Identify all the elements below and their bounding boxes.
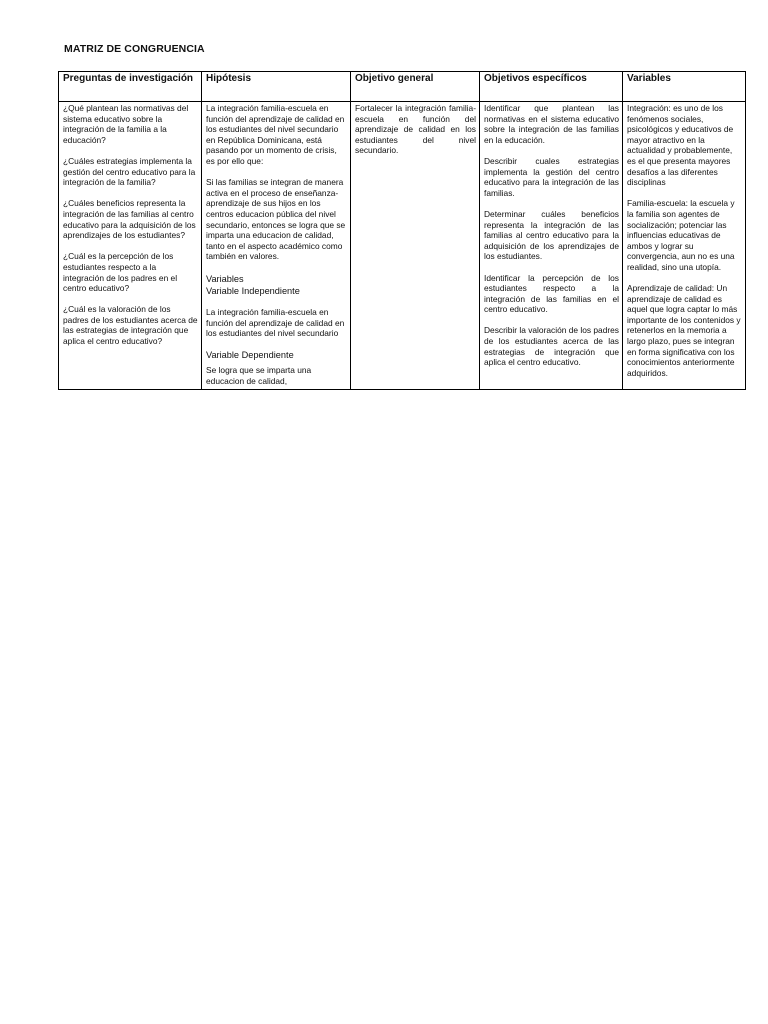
preguntas-cell xyxy=(59,102,202,390)
table-header-row xyxy=(59,72,746,102)
dependent-variable-text: Se logra que se imparta una educacion de calidad, xyxy=(206,365,312,387)
independent-variable-text: La integración familia-escuela en función del aprendizaje de calidad en los estudiantes del nivel secundario xyxy=(206,307,345,339)
header-objetivos-especificos: Objetivos específicos xyxy=(480,72,623,102)
table-row xyxy=(59,102,746,390)
pregunta-item: ¿Cuál es la percepción de los estudiantes respecto a la integración de los padres en el centro educativo? xyxy=(63,251,178,294)
header-variables: Variables xyxy=(623,72,746,102)
hipotesis-cell xyxy=(202,102,351,390)
pregunta-item: ¿Cuál es la valoración de los padres de los estudiantes acerca de las estrategias de integración que aplica el centro educativo? xyxy=(63,304,198,347)
header-objetivo-general: Objetivo general xyxy=(351,72,480,102)
pregunta-item: ¿Cuáles beneficios representa la integración de las familias al centro educativo para la adquisición de los aprendizajes de los estudiantes? xyxy=(63,198,196,241)
pregunta-item: ¿Qué plantean las normativas del sistema educativo sobre la integración de la familia a la educación? xyxy=(63,103,189,145)
objetivo-especifico-item: Describir cuales estrategias implementa la gestión del centro educativo para la integración de las familias. xyxy=(484,155,619,198)
variable-definition: Aprendizaje de calidad: Un aprendizaje de calidad es aquel que logra captar lo más importante de los contenidos y retenerlos en la memoria a largo plazo, pues se integran en forma significativa con los conocimientos anteriormente adquiridos. xyxy=(627,283,741,378)
objetivo-general-text: Fortalecer la integración familia-escuela en función del aprendizaje de calidad en los estudiantes del nivel secundario. xyxy=(355,103,476,156)
independent-variable-label: Variable Independiente xyxy=(206,285,300,296)
variables-label: Variables xyxy=(206,273,244,284)
variable-definition: Familia-escuela: la escuela y la familia son agentes de socialización; potenciar las influencias educativas de ambos y lograr su convergencia, aun no es una realidad, sino una utopía. xyxy=(627,198,735,272)
objetivo-especifico-item: Describir la valoración de los padres de los estudiantes acerca de las estrategias de integración que aplica el centro educativo. xyxy=(484,325,619,368)
header-hipotesis: Hipótesis xyxy=(202,72,351,102)
hipotesis-intro: La integración familia-escuela en función del aprendizaje de calidad en los estudiantes del nivel secundario en República Dominicana, está pasando por un momento de crisis, es por ello que: xyxy=(206,103,345,166)
congruence-matrix-table xyxy=(58,71,746,390)
objetivo-especifico-item: Determinar cuáles beneficios representa la integración de las familias al centro educativo para la adquisición de los aprendizajes de los estudiantes. xyxy=(484,208,619,262)
objetivos-especificos-cell xyxy=(480,102,623,390)
pregunta-item: ¿Cuáles estrategias implementa la gestión del centro educativo para la integración de la familia? xyxy=(63,155,196,188)
page-title: MATRIZ DE CONGRUENCIA xyxy=(64,43,205,55)
header-preguntas: Preguntas de investigación xyxy=(59,72,202,102)
objetivo-especifico-item: Identificar que plantean las normativas en el sistema educativo sobre la integración de las familias en la educación. xyxy=(484,103,619,145)
hipotesis-statement: Si las familias se integran de manera activa en el proceso de enseñanza-aprendizaje de sus hijos en los centros educacion pública del nivel secundario, entonces se logra que se imparta una educacion de calidad, tanto en el aspecto académico como también en valores. xyxy=(206,177,346,262)
variables-cell xyxy=(623,102,746,390)
objetivo-general-cell xyxy=(351,102,480,390)
dependent-variable-label: Variable Dependiente xyxy=(206,350,294,361)
objetivo-especifico-item: Identificar la percepción de los estudiantes respecto a la integración de las familias en el centro educativo. xyxy=(484,272,619,315)
variable-definition: Integración: es uno de los fenómenos sociales, psicológicos y educativos de mayor atractivo en la actualidad y probablemente, es el que presenta mayores desafíos a las diferentes disciplinas xyxy=(627,103,734,188)
